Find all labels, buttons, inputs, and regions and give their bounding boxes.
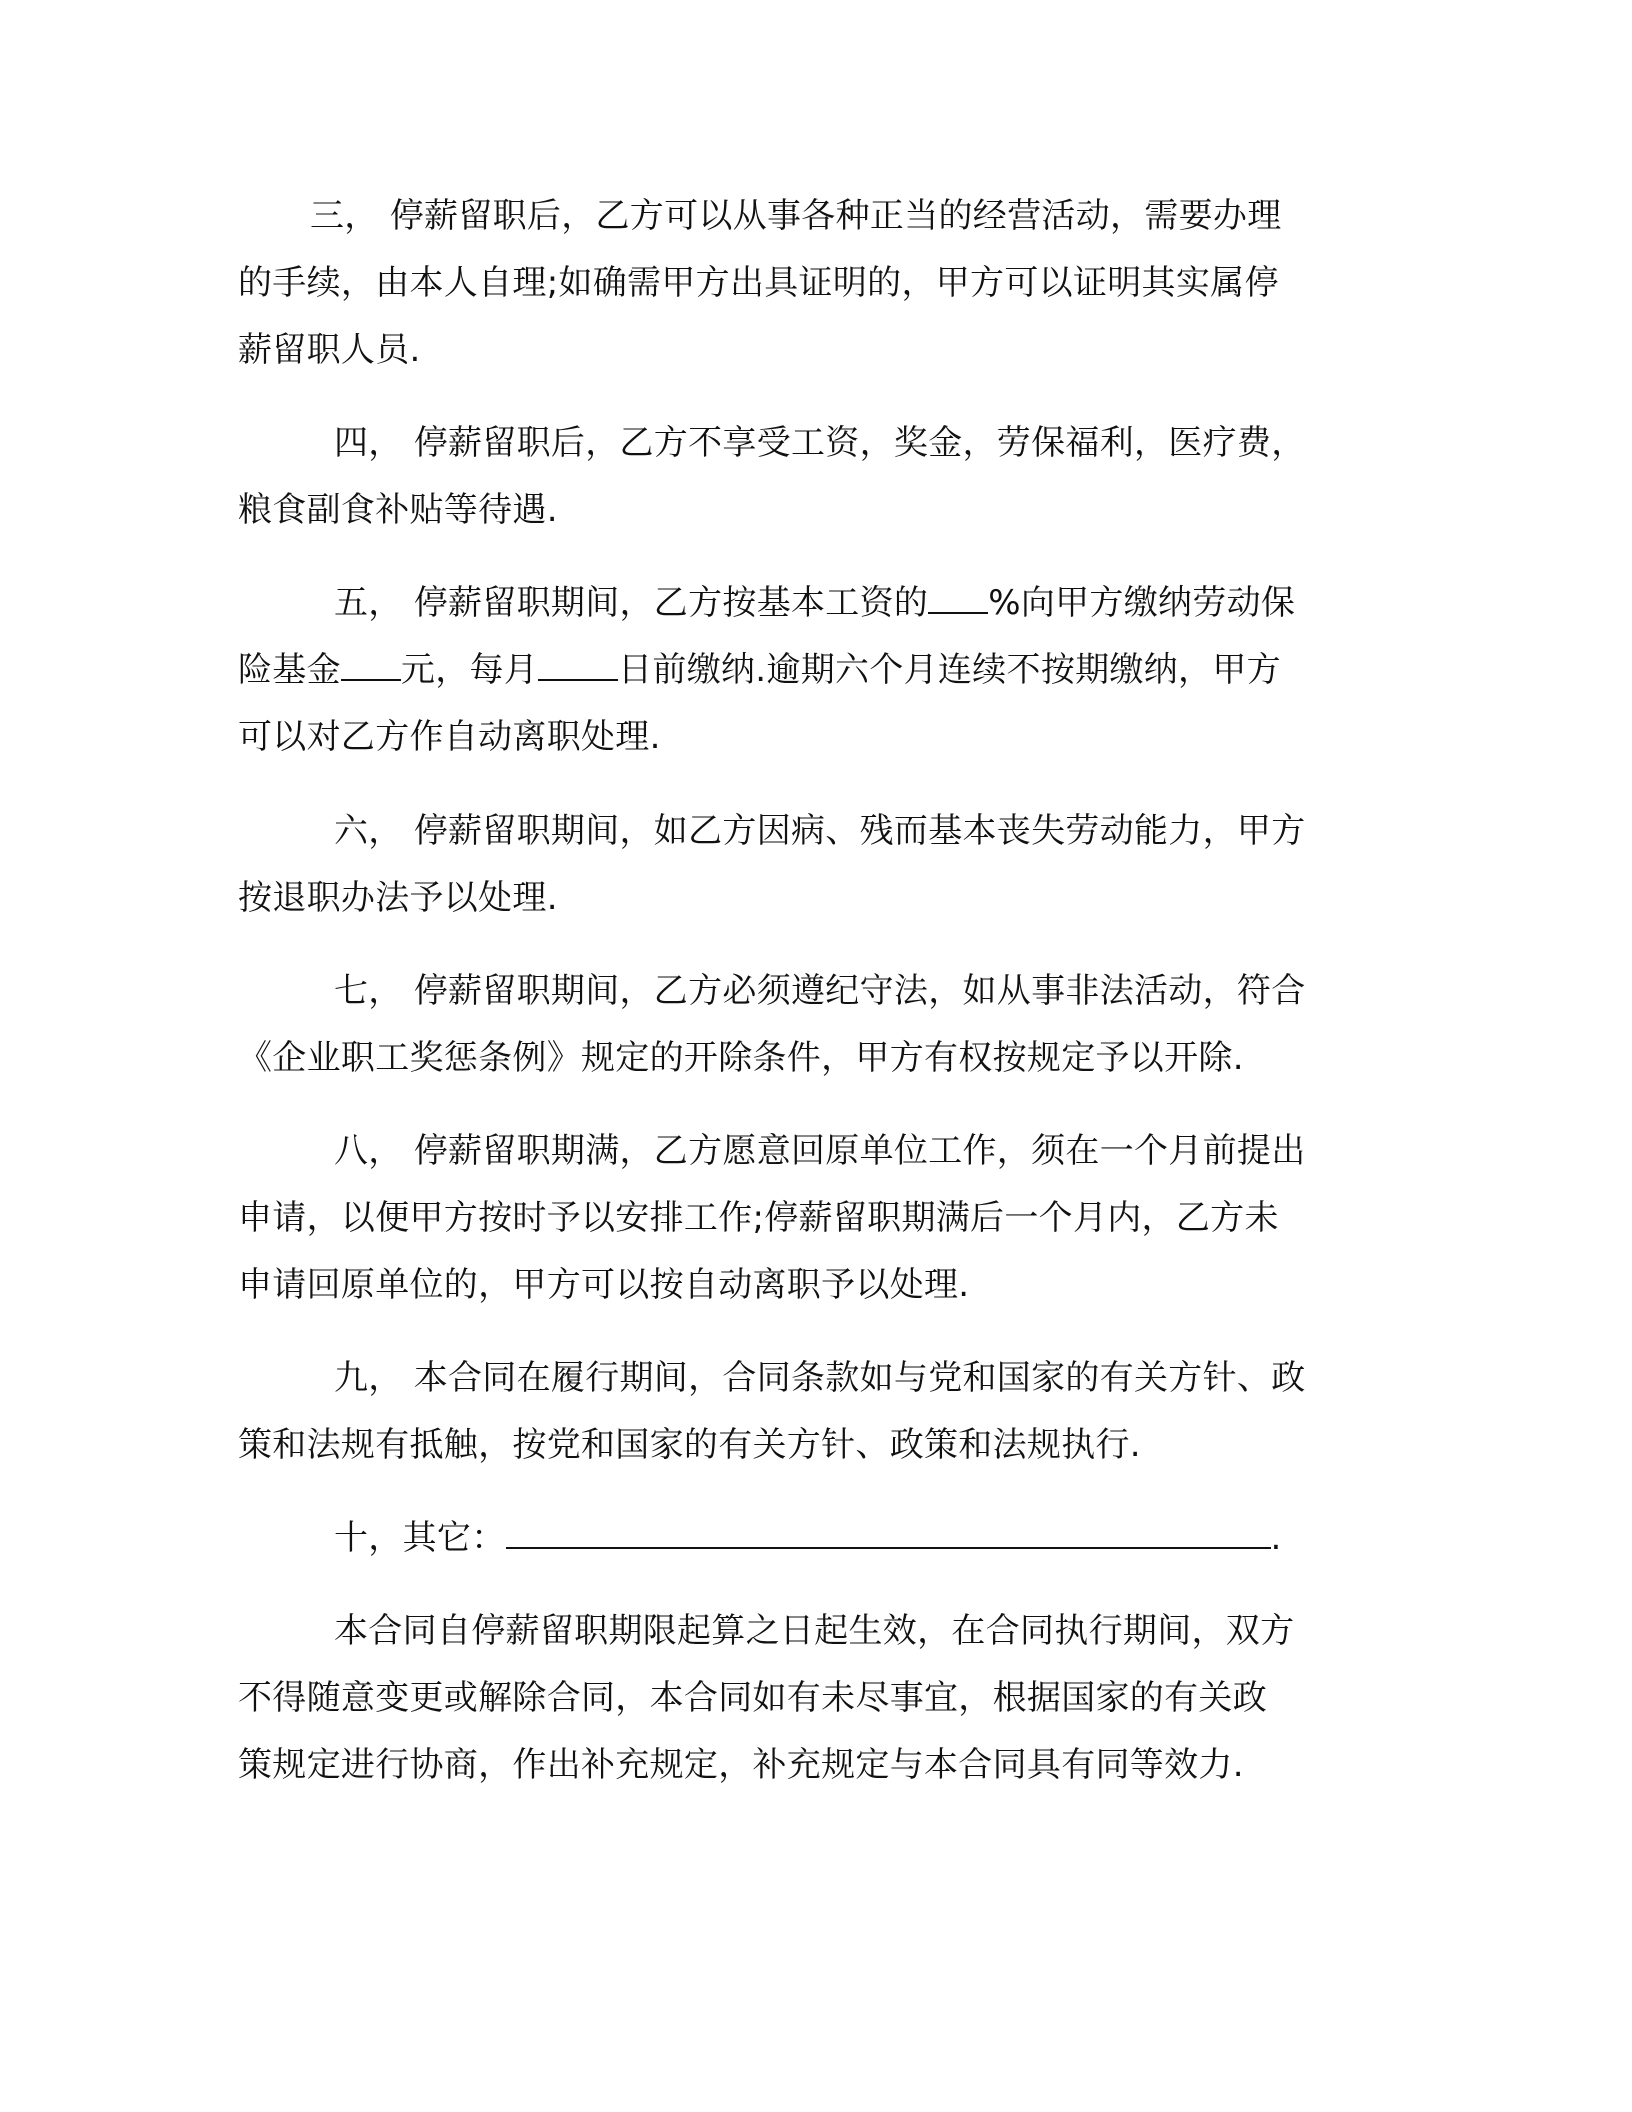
clause-3-line-1: 三， 停薪留职后，乙方可以从事各种正当的经营活动，需要办理	[310, 196, 1282, 236]
clause-5-line-3: 可以对乙方作自动离职处理.	[238, 717, 661, 757]
clause-5-text-a: 五， 停薪留职期间，乙方按基本工资的	[334, 583, 929, 623]
clause-5-line-1	[238, 570, 1388, 637]
clause-3-line-3: 薪留职人员.	[238, 330, 421, 370]
closing-line-1: 本合同自停薪留职期限起算之日起生效，在合同执行期间，双方	[334, 1611, 1295, 1651]
clause-4-line-2: 粮食副食补贴等待遇.	[238, 490, 558, 530]
clause-10-end: .	[1270, 1518, 1282, 1558]
clause-8	[238, 1118, 1388, 1319]
clause-7-line-2: 《企业职工奖惩条例》规定的开除条件，甲方有权按规定予以开除.	[238, 1038, 1244, 1078]
clause-3-line-2: 的手续，由本人自理;如确需甲方出具证明的，甲方可以证明其实属停	[238, 263, 1279, 303]
clause-7-line-1: 七， 停薪留职期间，乙方必须遵纪守法，如从事非法活动，符合	[334, 971, 1306, 1011]
clause-4	[238, 410, 1388, 544]
clause-5-line-2	[238, 637, 1388, 704]
clause-6-line-1: 六， 停薪留职期间，如乙方因病、残而基本丧失劳动能力，甲方	[334, 811, 1306, 851]
other-terms-blank	[506, 1517, 1271, 1549]
clause-5	[238, 570, 1388, 771]
clause-10	[238, 1505, 1388, 1572]
clause-9-line-2: 策和法规有抵触，按党和国家的有关方针、政策和法规执行.	[238, 1425, 1141, 1465]
clause-5-text-d: 元，每月	[400, 650, 539, 690]
clause-4-line-1: 四， 停薪留职后，乙方不享受工资，奖金，劳保福利，医疗费，	[334, 423, 1306, 463]
clause-5-text-b: %向甲方缴纳劳动保	[988, 583, 1296, 623]
clause-6-line-2: 按退职办法予以处理.	[238, 878, 558, 918]
clause-8-line-3: 申请回原单位的，甲方可以按自动离职予以处理.	[238, 1265, 970, 1305]
clause-3	[238, 183, 1388, 384]
clause-5-text-e: 日前缴纳.逾期六个月连续不按期缴纳，甲方	[618, 650, 1281, 690]
amount-blank	[341, 649, 401, 681]
clause-5-text-c: 险基金	[238, 650, 341, 690]
clause-8-line-2: 申请，以便甲方按时予以安排工作;停薪留职期满后一个月内，乙方未	[238, 1198, 1279, 1238]
clause-7	[238, 958, 1388, 1092]
clause-6	[238, 798, 1388, 932]
closing-line-3: 策规定进行协商，作出补充规定，补充规定与本合同具有同等效力.	[238, 1745, 1244, 1785]
clause-10-line	[238, 1505, 1388, 1572]
percent-blank	[928, 582, 988, 614]
clause-10-label: 十，其它：	[334, 1518, 506, 1558]
clause-9	[238, 1345, 1388, 1479]
closing-paragraph	[238, 1598, 1388, 1799]
closing-line-2: 不得随意变更或解除合同，本合同如有未尽事宜，根据国家的有关政	[238, 1678, 1267, 1718]
clause-9-line-1: 九， 本合同在履行期间，合同条款如与党和国家的有关方针、政	[334, 1358, 1306, 1398]
day-blank	[538, 649, 618, 681]
clause-8-line-1: 八， 停薪留职期满，乙方愿意回原单位工作，须在一个月前提出	[334, 1131, 1306, 1171]
